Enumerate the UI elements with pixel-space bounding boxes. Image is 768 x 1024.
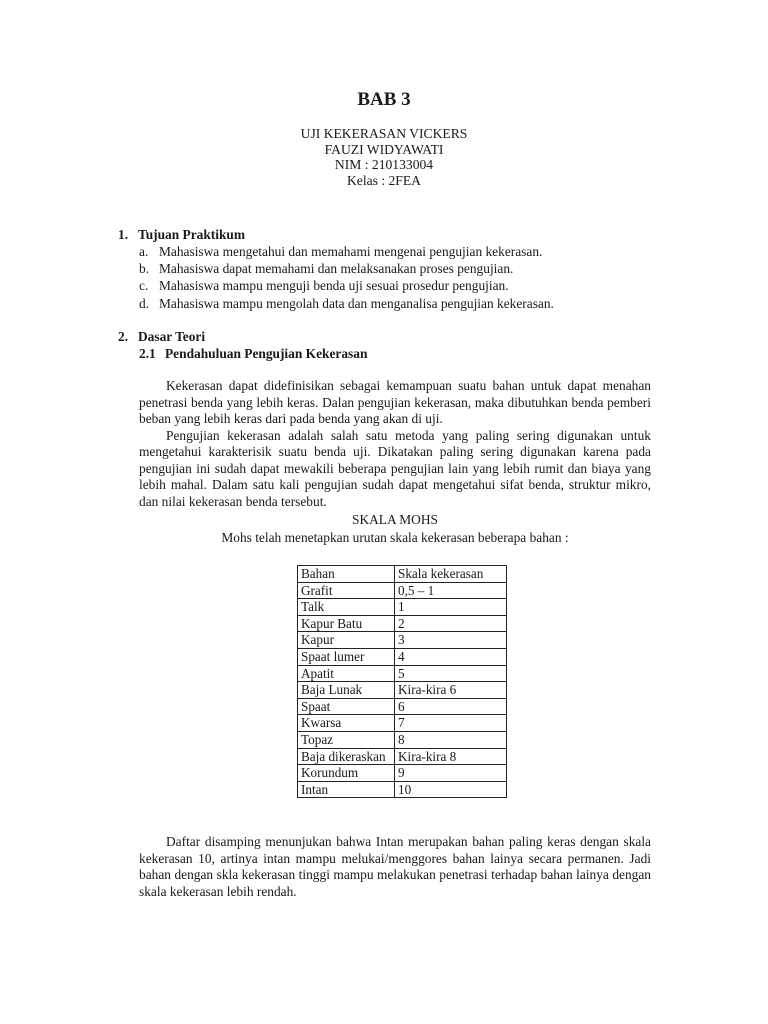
table-row bbox=[298, 582, 507, 599]
list-item-text: Mahasiswa mampu mengolah data dan menganalisa pengujian kekerasan. bbox=[159, 295, 554, 311]
material-cell: Spaat lumer bbox=[298, 648, 395, 665]
table-row bbox=[298, 665, 507, 682]
hardness-cell: 5 bbox=[395, 665, 507, 682]
class-label: Kelas : 2FEA bbox=[346, 172, 421, 188]
table-intro: Mohs telah menetapkan urutan skala kekerasan beberapa bahan : bbox=[221, 530, 569, 545]
objective-list bbox=[139, 244, 554, 313]
conclusion-paragraph-block bbox=[139, 834, 651, 900]
hardness-cell: Kira-kira 8 bbox=[395, 748, 507, 765]
table-row bbox=[298, 748, 507, 765]
section-title: Dasar Teori bbox=[138, 329, 206, 344]
student-id: NIM : 210133004 bbox=[334, 157, 434, 172]
document-subtitle: UJI KEKERASAN VICKERS bbox=[300, 126, 468, 141]
material-cell: Talk bbox=[298, 599, 395, 616]
hardness-cell: 8 bbox=[395, 731, 507, 748]
hardness-cell: 2 bbox=[395, 615, 507, 632]
section-heading-dasar-teori bbox=[118, 329, 205, 346]
hardness-cell: 10 bbox=[395, 781, 507, 798]
material-cell: Baja Lunak bbox=[298, 682, 395, 699]
material-cell: Kapur bbox=[298, 632, 395, 649]
paragraph: Kekerasan dapat didefinisikan sebagai kemampuan suatu bahan untuk dapat menahan penetrasi benda yang lebih keras. Dalan pengujian kekerasan, maka dibutuhkan benda pemberi beban yang lebih keras dari pada benda yang akan di uji. bbox=[139, 378, 651, 426]
hardness-cell: 1 bbox=[395, 599, 507, 616]
hardness-cell: Kira-kira 6 bbox=[395, 682, 507, 699]
table-header-cell: Bahan bbox=[298, 566, 395, 583]
table-row bbox=[298, 599, 507, 616]
table-row bbox=[298, 731, 507, 748]
hardness-cell: 6 bbox=[395, 698, 507, 715]
table-header-row bbox=[298, 566, 507, 583]
document-header bbox=[0, 126, 768, 188]
material-cell: Apatit bbox=[298, 665, 395, 682]
table-row bbox=[298, 632, 507, 649]
hardness-cell: 4 bbox=[395, 648, 507, 665]
section-number: 2. bbox=[118, 329, 129, 344]
subsection-number: 2.1 bbox=[139, 346, 156, 361]
hardness-cell: 3 bbox=[395, 632, 507, 649]
table-row bbox=[298, 698, 507, 715]
table-row bbox=[298, 781, 507, 798]
table-caption: SKALA MOHS bbox=[352, 512, 438, 527]
section-number: 1. bbox=[118, 227, 129, 242]
chapter-title: BAB 3 bbox=[357, 89, 411, 110]
table-row bbox=[298, 765, 507, 782]
list-item bbox=[139, 261, 554, 278]
list-item bbox=[139, 278, 554, 295]
table-row bbox=[298, 648, 507, 665]
material-cell: Intan bbox=[298, 781, 395, 798]
table-row bbox=[298, 615, 507, 632]
material-cell: Grafit bbox=[298, 582, 395, 599]
subsection-title: Pendahuluan Pengujian Kekerasan bbox=[165, 346, 368, 361]
hardness-cell: 7 bbox=[395, 715, 507, 732]
material-cell: Baja dikeraskan bbox=[298, 748, 395, 765]
paragraph: Pengujian kekerasan adalah salah satu metoda yang paling sering digunakan untuk mengetahui karakterisik suatu benda uji. Dikatakan paling sering digunakan karena pada pengujian ini sudah dapat mewakili beberapa pengujian lain yang lebih rumit dan biaya yang lebih mahal. Dalam satu kali pengujian sudah dapat mengetahui sifat benda, struktur mikro, dan nilai kekerasan benda tersebut. bbox=[139, 427, 651, 509]
hardness-cell: 0,5 – 1 bbox=[395, 582, 507, 599]
list-item-text: Mahasiswa dapat memahami dan melaksanakan proses pengujian. bbox=[159, 261, 514, 277]
table-header-cell: Skala kekerasan bbox=[395, 566, 507, 583]
mohs-scale-table bbox=[297, 565, 507, 798]
list-item-text: Mahasiswa mampu menguji benda uji sesuai prosedur pengujian. bbox=[159, 278, 509, 294]
material-cell: Kapur Batu bbox=[298, 615, 395, 632]
table-row bbox=[298, 715, 507, 732]
material-cell: Spaat bbox=[298, 698, 395, 715]
section-heading-tujuan bbox=[118, 227, 245, 244]
table-row bbox=[298, 682, 507, 699]
hardness-cell: 9 bbox=[395, 765, 507, 782]
author-name: FAUZI WIDYAWATI bbox=[324, 141, 444, 157]
subsection-heading bbox=[139, 346, 367, 363]
section-title: Tujuan Praktikum bbox=[138, 227, 246, 242]
list-marker: d. bbox=[139, 295, 150, 311]
intro-paragraphs bbox=[139, 378, 651, 510]
list-marker: a. bbox=[139, 244, 149, 259]
list-marker: c. bbox=[139, 278, 149, 294]
material-cell: Topaz bbox=[298, 731, 395, 748]
list-item bbox=[139, 244, 554, 261]
paragraph: Daftar disamping menunjukan bahwa Intan merupakan bahan paling keras dengan skala kekerasan 10, artinya intan mampu melukai/menggores bahan lainya secara permanen. Jadi bahan dengan skla kekerasan tinggi mampu melakukan penetrasi terhadap bahan lainya dengan skala kekerasan lebih rendah. bbox=[139, 834, 651, 899]
list-marker: b. bbox=[139, 261, 150, 277]
list-item-text: Mahasiswa mengetahui dan memahami mengenai pengujian kekerasan. bbox=[159, 244, 543, 259]
material-cell: Korundum bbox=[298, 765, 395, 782]
list-item bbox=[139, 296, 554, 313]
material-cell: Kwarsa bbox=[298, 715, 395, 732]
